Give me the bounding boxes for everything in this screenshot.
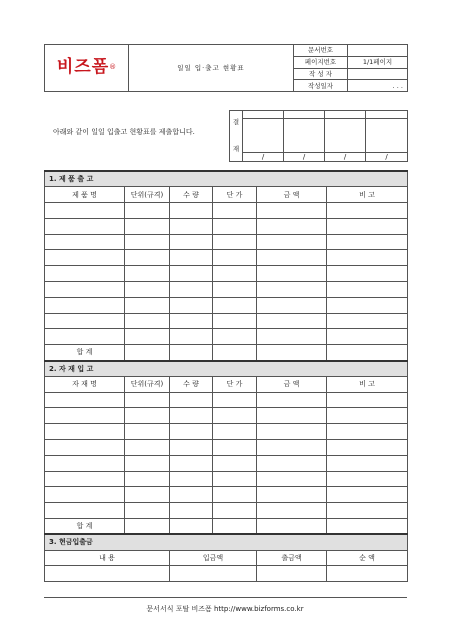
table-cell[interactable] [125,266,170,282]
table-cell[interactable] [213,519,257,535]
table-cell[interactable] [45,313,125,329]
table-cell[interactable] [170,297,213,313]
col-withdrawal: 출금액 [257,550,327,566]
table-cell[interactable] [327,487,408,503]
table-cell[interactable] [257,455,327,471]
table-cell[interactable] [257,234,327,250]
table-cell[interactable] [125,503,170,519]
table-cell[interactable] [170,329,213,345]
doc-number-value[interactable] [348,45,408,57]
table-cell[interactable] [327,203,408,219]
approver-sign-1[interactable] [243,119,284,153]
col-amount: 금 액 [257,187,327,203]
approver-title-4[interactable] [366,111,408,119]
table-cell[interactable] [327,424,408,440]
table-cell[interactable] [257,282,327,298]
table-cell[interactable] [170,345,213,361]
table-row [45,297,408,313]
section-3-columns [45,550,408,566]
col-description: 내 용 [45,550,170,566]
bizforms-logo: 비즈폼 [56,56,110,77]
table-cell[interactable] [170,566,257,582]
table-cell[interactable] [45,297,125,313]
table-row [45,392,408,408]
table-cell[interactable] [125,218,170,234]
table-cell[interactable] [257,266,327,282]
col-net: 순 액 [327,550,408,566]
table-cell[interactable] [257,250,327,266]
table-cell[interactable] [125,440,170,456]
table-row [45,471,408,487]
table-cell[interactable] [213,250,257,266]
table-cell[interactable] [327,297,408,313]
table-cell[interactable] [125,424,170,440]
approval-date-2[interactable]: / [284,153,325,162]
table-cell[interactable] [170,234,213,250]
approver-title-3[interactable] [325,111,366,119]
table-cell[interactable] [170,487,213,503]
table-cell[interactable] [45,266,125,282]
col-unit: 단위(규격) [125,376,170,392]
col-quantity: 수 량 [170,376,213,392]
table-row [45,266,408,282]
table-cell[interactable] [170,455,213,471]
table-cell[interactable] [170,424,213,440]
table-cell[interactable] [327,250,408,266]
approver-title-1[interactable] [243,111,284,119]
table-cell[interactable] [257,297,327,313]
table-cell[interactable] [257,218,327,234]
col-unit-price: 단 가 [213,187,257,203]
section-2-title: 2. 자 재 입 고 [45,361,408,377]
section-1-header [45,171,408,187]
table-cell[interactable] [125,519,170,535]
table-cell[interactable] [327,392,408,408]
section-3-header [45,534,408,550]
table-cell[interactable] [213,503,257,519]
table-cell[interactable] [45,329,125,345]
col-product-name: 제 품 명 [45,187,125,203]
approver-sign-4[interactable] [366,119,408,153]
table-cell[interactable] [125,392,170,408]
table-cell[interactable] [125,345,170,361]
table-cell[interactable] [257,329,327,345]
date-value[interactable]: . . . [348,80,408,92]
table-cell[interactable] [213,203,257,219]
table-cell[interactable] [45,392,125,408]
approver-sign-2[interactable] [284,119,325,153]
table-cell[interactable] [170,282,213,298]
table-cell[interactable] [213,408,257,424]
table-cell[interactable] [45,408,125,424]
table-cell[interactable] [45,503,125,519]
table-row [45,234,408,250]
table-cell[interactable] [213,392,257,408]
section-1-total-row [45,345,408,361]
table-cell[interactable] [213,424,257,440]
table-cell[interactable] [327,329,408,345]
registered-mark: ® [109,62,117,71]
table-cell[interactable] [213,282,257,298]
intro-text: 아래와 같이 일일 입출고 현황표를 제출합니다. [53,128,195,136]
table-cell[interactable] [327,234,408,250]
table-cell[interactable] [125,203,170,219]
approval-date-4[interactable]: / [366,153,408,162]
col-amount: 금 액 [257,376,327,392]
table-cell[interactable] [213,313,257,329]
table-cell[interactable] [257,408,327,424]
table-cell[interactable] [45,218,125,234]
col-quantity: 수 량 [170,187,213,203]
table-cell[interactable] [327,218,408,234]
table-cell[interactable] [125,313,170,329]
table-row [45,487,408,503]
table-cell[interactable] [170,503,213,519]
table-cell[interactable] [213,218,257,234]
table-cell[interactable] [45,566,170,582]
table-cell[interactable] [170,392,213,408]
table-cell[interactable] [257,392,327,408]
table-cell[interactable] [213,345,257,361]
table-cell[interactable] [327,313,408,329]
table-cell[interactable] [45,203,125,219]
table-cell[interactable] [213,297,257,313]
section-2-total-row [45,519,408,535]
table-cell[interactable] [45,424,125,440]
table-cell[interactable] [213,234,257,250]
col-material-name: 자 재 명 [45,376,125,392]
section-2-columns [45,376,408,392]
section-2-total-label: 합 계 [45,519,125,535]
table-cell[interactable] [45,282,125,298]
table-cell[interactable] [213,266,257,282]
table-row [45,282,408,298]
table-row [45,424,408,440]
table-cell[interactable] [125,487,170,503]
section-1-title: 1. 제 품 출 고 [45,171,408,187]
table-cell[interactable] [327,471,408,487]
table-row [45,566,408,582]
table-cell[interactable] [213,329,257,345]
approval-label-bottom: 재 [232,145,240,153]
table-cell[interactable] [327,440,408,456]
table-cell[interactable] [45,487,125,503]
table-cell[interactable] [125,282,170,298]
col-unit-price: 단 가 [213,376,257,392]
approval-date-1[interactable]: / [243,153,284,162]
table-cell[interactable] [327,282,408,298]
approver-title-2[interactable] [284,111,325,119]
table-cell[interactable] [125,455,170,471]
table-cell[interactable] [45,455,125,471]
page-number-label: 페이지번호 [294,56,348,68]
table-cell[interactable] [170,266,213,282]
table-cell[interactable] [257,566,327,582]
table-cell[interactable] [170,519,213,535]
table-cell[interactable] [257,503,327,519]
table-cell[interactable] [257,471,327,487]
table-cell[interactable] [170,471,213,487]
table-cell[interactable] [170,218,213,234]
table-cell[interactable] [213,455,257,471]
approval-box [229,110,408,162]
table-cell[interactable] [45,440,125,456]
table-row [45,455,408,471]
table-cell[interactable] [213,440,257,456]
table-row [45,408,408,424]
table-cell[interactable] [257,424,327,440]
approval-label [230,111,243,162]
table-cell[interactable] [327,345,408,361]
table-cell[interactable] [125,234,170,250]
page-number-value[interactable]: 1/1페이지 [348,56,408,68]
col-remarks: 비 고 [327,187,408,203]
table-cell[interactable] [327,455,408,471]
table-cell[interactable] [125,297,170,313]
col-unit: 단위(규격) [125,187,170,203]
table-cell[interactable] [45,250,125,266]
section-1-columns [45,187,408,203]
table-row [45,313,408,329]
footer-divider [44,597,407,598]
col-deposit: 입금액 [170,550,257,566]
table-cell[interactable] [125,250,170,266]
table-cell[interactable] [45,471,125,487]
table-cell[interactable] [327,266,408,282]
section-2-header [45,361,408,377]
table-row [45,440,408,456]
table-cell[interactable] [125,471,170,487]
table-cell[interactable] [327,408,408,424]
table-cell[interactable] [257,440,327,456]
document-title: 일일 입·출고 현황표 [129,45,294,92]
table-cell[interactable] [213,487,257,503]
table-cell[interactable] [45,234,125,250]
table-cell[interactable] [257,487,327,503]
table-cell[interactable] [257,519,327,535]
table-cell[interactable] [170,203,213,219]
document-header [44,44,408,92]
table-cell[interactable] [170,313,213,329]
table-cell[interactable] [125,408,170,424]
table-cell[interactable] [170,408,213,424]
table-cell[interactable] [170,440,213,456]
approval-label-top: 결 [232,118,240,126]
approval-date-3[interactable]: / [325,153,366,162]
main-table [44,170,408,582]
table-row [45,250,408,266]
table-cell[interactable] [213,471,257,487]
table-row [45,203,408,219]
table-row [45,503,408,519]
table-cell[interactable] [257,345,327,361]
logo-cell [45,45,129,92]
date-label: 작성일자 [294,80,348,92]
table-cell[interactable] [327,566,408,582]
section-3-title: 3. 현금입출금 [45,534,408,550]
section-1-total-label: 합 계 [45,345,125,361]
doc-number-label: 문서번호 [294,45,348,57]
table-cell[interactable] [170,250,213,266]
footer-text: 문서서식 포탈 비즈폼 http://www.bizforms.co.kr [146,605,304,613]
table-cell[interactable] [327,503,408,519]
table-row [45,218,408,234]
approver-sign-3[interactable] [325,119,366,153]
table-row [45,329,408,345]
table-cell[interactable] [257,203,327,219]
table-cell[interactable] [327,519,408,535]
table-cell[interactable] [125,329,170,345]
table-cell[interactable] [257,313,327,329]
author-value[interactable] [348,68,408,80]
col-remarks: 비 고 [327,376,408,392]
author-label: 작 성 자 [294,68,348,80]
